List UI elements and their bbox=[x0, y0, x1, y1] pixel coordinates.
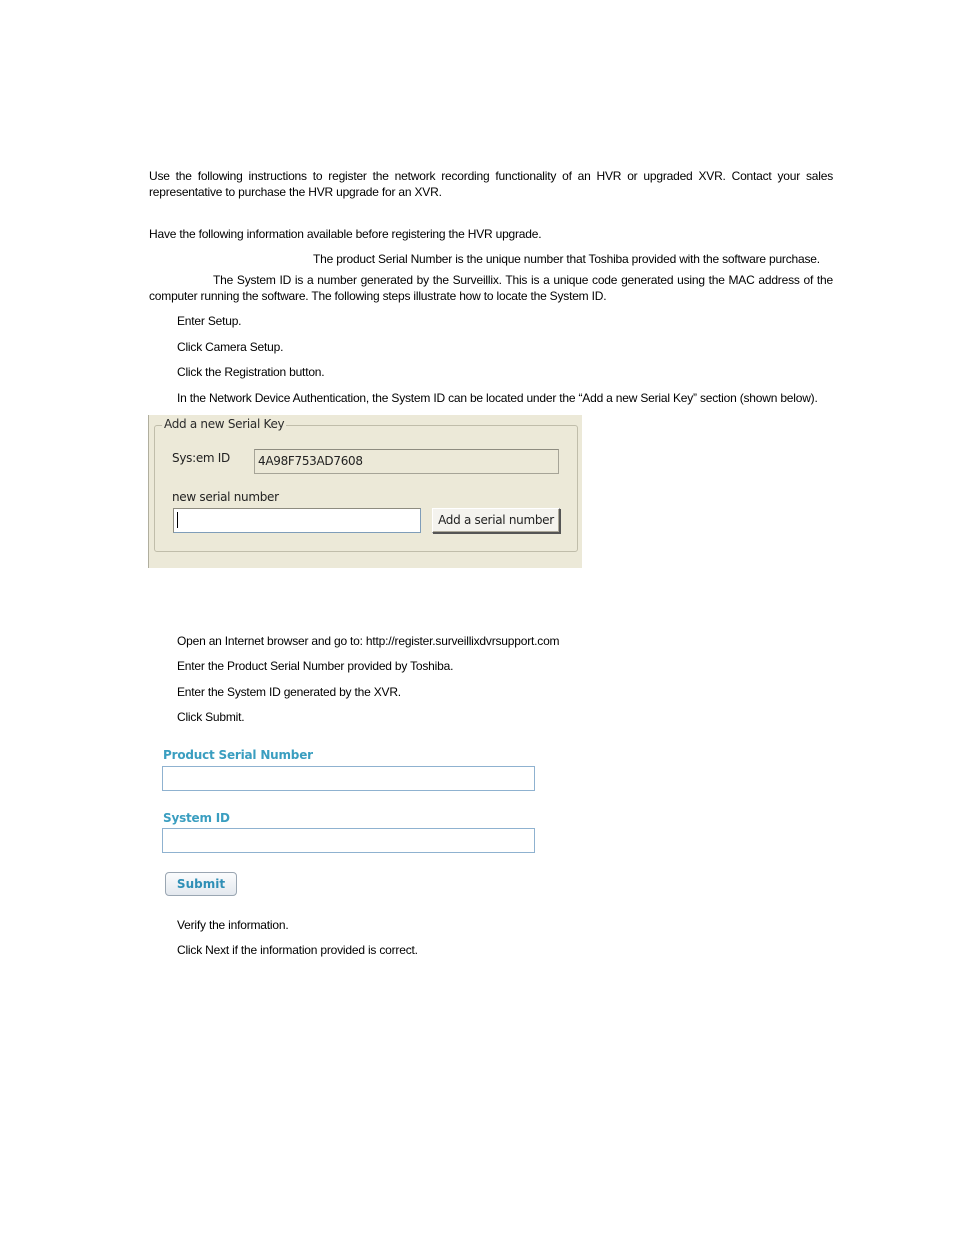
serial-number-description: The product Serial Number is the unique number that Toshiba provided with the software purchase. bbox=[313, 252, 820, 266]
add-serial-button[interactable]: Add a serial number bbox=[432, 508, 560, 533]
intro-line-1: Use the following instructions to register the network recording functionality of an HVR or upgraded XVR. Contact your sales bbox=[149, 169, 833, 183]
submit-button[interactable]: Submit bbox=[165, 872, 237, 896]
step-enter-setup: Enter Setup. bbox=[177, 314, 242, 328]
new-serial-label: new serial number bbox=[172, 490, 279, 504]
step-click-next: Click Next if the information provided is correct. bbox=[177, 943, 418, 957]
product-serial-input[interactable] bbox=[162, 766, 535, 791]
system-id-description bbox=[149, 272, 833, 304]
prerequisite-text: Have the following information available before registering the HVR upgrade. bbox=[149, 227, 542, 241]
step-click-submit: Click Submit. bbox=[177, 710, 245, 724]
web-system-id-label: System ID bbox=[163, 811, 230, 825]
system-id-desc-line-1: The System ID is a number generated by the Surveillix. This is a unique code generated using the MAC address of the bbox=[213, 273, 833, 287]
new-serial-input[interactable] bbox=[173, 508, 421, 533]
serial-key-dialog bbox=[148, 415, 582, 568]
step-registration-button: Click the Registration button. bbox=[177, 365, 325, 379]
step-verify: Verify the information. bbox=[177, 918, 289, 932]
step-enter-system-id: Enter the System ID generated by the XVR. bbox=[177, 685, 401, 699]
system-id-label: Sys:em ID bbox=[172, 451, 230, 465]
step-open-browser: Open an Internet browser and go to: http://register.surveillixdvrsupport.com bbox=[177, 634, 560, 648]
step-camera-setup: Click Camera Setup. bbox=[177, 340, 284, 354]
web-system-id-input[interactable] bbox=[162, 828, 535, 853]
intro-paragraph bbox=[149, 168, 833, 200]
step-enter-serial: Enter the Product Serial Number provided by Toshiba. bbox=[177, 659, 454, 673]
product-serial-label: Product Serial Number bbox=[163, 748, 313, 762]
text-caret bbox=[177, 512, 178, 528]
step-locate-system-id: In the Network Device Authentication, the System ID can be located under the “Add a new Serial Key” section (shown below). bbox=[177, 391, 818, 405]
system-id-desc-line-2: computer running the software. The following steps illustrate how to locate the System ID. bbox=[149, 289, 607, 303]
intro-line-2: representative to purchase the HVR upgrade for an XVR. bbox=[149, 185, 442, 199]
group-title: Add a new Serial Key bbox=[164, 417, 285, 431]
system-id-field: 4A98F753AD7608 bbox=[254, 449, 559, 474]
